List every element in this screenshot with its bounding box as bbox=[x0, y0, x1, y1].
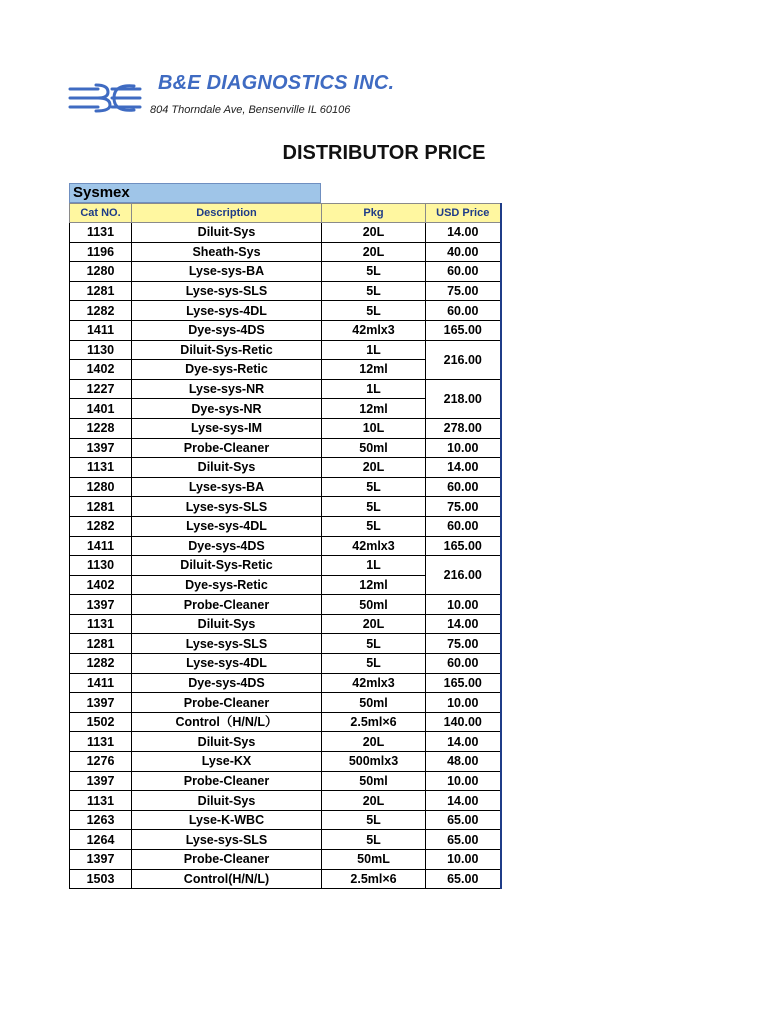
cell-usd-price: 75.00 bbox=[426, 497, 501, 517]
cell-usd-price: 216.00 bbox=[426, 556, 501, 595]
cell-pkg: 42mlx3 bbox=[322, 673, 426, 693]
cell-description: Control（H/N/L） bbox=[132, 712, 322, 732]
cell-description: Dye-sys-4DS bbox=[132, 536, 322, 556]
cell-usd-price: 60.00 bbox=[426, 262, 501, 282]
header-cat-no: Cat NO. bbox=[70, 204, 132, 223]
cell-description: Dye-sys-Retic bbox=[132, 360, 322, 380]
cell-usd-price: 14.00 bbox=[426, 223, 501, 243]
cell-usd-price: 65.00 bbox=[426, 830, 501, 850]
cell-cat-no: 1130 bbox=[70, 340, 132, 360]
cell-description: Lyse-sys-4DL bbox=[132, 301, 322, 321]
cell-cat-no: 1397 bbox=[70, 850, 132, 870]
cell-pkg: 5L bbox=[322, 301, 426, 321]
table-row bbox=[70, 673, 501, 693]
cell-cat-no: 1397 bbox=[70, 438, 132, 458]
cell-pkg: 500mlx3 bbox=[322, 752, 426, 772]
cell-description: Probe-Cleaner bbox=[132, 438, 322, 458]
cell-pkg: 20L bbox=[322, 458, 426, 478]
cell-description: Lyse-K-WBC bbox=[132, 810, 322, 830]
table-row bbox=[70, 536, 501, 556]
cell-description: Lyse-sys-BA bbox=[132, 477, 322, 497]
cell-pkg: 20L bbox=[322, 242, 426, 262]
cell-cat-no: 1397 bbox=[70, 595, 132, 615]
cell-pkg: 10L bbox=[322, 418, 426, 438]
table-row bbox=[70, 458, 501, 478]
cell-cat-no: 1130 bbox=[70, 556, 132, 576]
page-title: DISTRIBUTOR PRICE bbox=[282, 142, 486, 164]
cell-usd-price: 165.00 bbox=[426, 673, 501, 693]
header-usd-price: USD Price bbox=[426, 204, 501, 223]
cell-pkg: 5L bbox=[322, 516, 426, 536]
table-row bbox=[70, 869, 501, 889]
cell-cat-no: 1411 bbox=[70, 536, 132, 556]
cell-cat-no: 1131 bbox=[70, 614, 132, 634]
cell-pkg: 2.5ml×6 bbox=[322, 712, 426, 732]
cell-pkg: 50mL bbox=[322, 850, 426, 870]
cell-usd-price: 60.00 bbox=[426, 516, 501, 536]
header-description: Description bbox=[132, 204, 322, 223]
cell-pkg: 2.5ml×6 bbox=[322, 869, 426, 889]
table-row bbox=[70, 830, 501, 850]
cell-cat-no: 1276 bbox=[70, 752, 132, 772]
cell-description: Lyse-sys-4DL bbox=[132, 654, 322, 674]
cell-usd-price: 140.00 bbox=[426, 712, 501, 732]
cell-cat-no: 1281 bbox=[70, 634, 132, 654]
table-row bbox=[70, 614, 501, 634]
cell-usd-price: 165.00 bbox=[426, 536, 501, 556]
cell-cat-no: 1282 bbox=[70, 654, 132, 674]
cell-cat-no: 1282 bbox=[70, 516, 132, 536]
cell-pkg: 20L bbox=[322, 223, 426, 243]
cell-description: Lyse-sys-SLS bbox=[132, 830, 322, 850]
cell-description: Lyse-sys-SLS bbox=[132, 497, 322, 517]
table-row bbox=[70, 379, 501, 399]
cell-description: Dye-sys-4DS bbox=[132, 673, 322, 693]
cell-description: Lyse-KX bbox=[132, 752, 322, 772]
cell-cat-no: 1281 bbox=[70, 281, 132, 301]
table-row bbox=[70, 693, 501, 713]
cell-cat-no: 1397 bbox=[70, 771, 132, 791]
cell-pkg: 12ml bbox=[322, 575, 426, 595]
cell-usd-price: 14.00 bbox=[426, 458, 501, 478]
table-row bbox=[70, 281, 501, 301]
cell-cat-no: 1411 bbox=[70, 320, 132, 340]
cell-description: Control(H/N/L) bbox=[132, 869, 322, 889]
cell-usd-price: 60.00 bbox=[426, 654, 501, 674]
cell-pkg: 42mlx3 bbox=[322, 536, 426, 556]
cell-description: Probe-Cleaner bbox=[132, 693, 322, 713]
cell-cat-no: 1263 bbox=[70, 810, 132, 830]
be-logo-icon bbox=[68, 80, 142, 116]
cell-usd-price: 10.00 bbox=[426, 595, 501, 615]
cell-pkg: 5L bbox=[322, 830, 426, 850]
table-row bbox=[70, 340, 501, 360]
cell-pkg: 1L bbox=[322, 379, 426, 399]
table-row bbox=[70, 438, 501, 458]
cell-usd-price: 218.00 bbox=[426, 379, 501, 418]
table-row bbox=[70, 850, 501, 870]
cell-cat-no: 1401 bbox=[70, 399, 132, 419]
cell-usd-price: 10.00 bbox=[426, 850, 501, 870]
cell-pkg: 50ml bbox=[322, 438, 426, 458]
company-name: B&E DIAGNOSTICS INC. bbox=[158, 72, 395, 94]
table-row bbox=[70, 791, 501, 811]
cell-description: Diluit-Sys-Retic bbox=[132, 340, 322, 360]
cell-description: Lyse-sys-SLS bbox=[132, 634, 322, 654]
cell-pkg: 5L bbox=[322, 262, 426, 282]
cell-cat-no: 1402 bbox=[70, 575, 132, 595]
cell-pkg: 50ml bbox=[322, 595, 426, 615]
cell-usd-price: 10.00 bbox=[426, 771, 501, 791]
cell-usd-price: 60.00 bbox=[426, 301, 501, 321]
table-row bbox=[70, 556, 501, 576]
cell-cat-no: 1228 bbox=[70, 418, 132, 438]
cell-pkg: 5L bbox=[322, 477, 426, 497]
cell-cat-no: 1280 bbox=[70, 262, 132, 282]
cell-description: Diluit-Sys bbox=[132, 614, 322, 634]
cell-usd-price: 165.00 bbox=[426, 320, 501, 340]
cell-cat-no: 1281 bbox=[70, 497, 132, 517]
cell-pkg: 12ml bbox=[322, 360, 426, 380]
cell-description: Lyse-sys-SLS bbox=[132, 281, 322, 301]
cell-pkg: 20L bbox=[322, 791, 426, 811]
cell-cat-no: 1131 bbox=[70, 791, 132, 811]
table-row bbox=[70, 516, 501, 536]
cell-usd-price: 75.00 bbox=[426, 634, 501, 654]
cell-description: Probe-Cleaner bbox=[132, 850, 322, 870]
table-header-row bbox=[70, 204, 501, 223]
price-table bbox=[69, 203, 502, 889]
table-row bbox=[70, 810, 501, 830]
cell-pkg: 12ml bbox=[322, 399, 426, 419]
cell-cat-no: 1264 bbox=[70, 830, 132, 850]
cell-cat-no: 1503 bbox=[70, 869, 132, 889]
cell-description: Diluit-Sys-Retic bbox=[132, 556, 322, 576]
cell-cat-no: 1411 bbox=[70, 673, 132, 693]
table-row bbox=[70, 634, 501, 654]
cell-description: Lyse-sys-NR bbox=[132, 379, 322, 399]
cell-pkg: 1L bbox=[322, 556, 426, 576]
cell-usd-price: 278.00 bbox=[426, 418, 501, 438]
brand-header: Sysmex bbox=[69, 183, 321, 203]
cell-pkg: 50ml bbox=[322, 771, 426, 791]
cell-description: Lyse-sys-4DL bbox=[132, 516, 322, 536]
table-row bbox=[70, 242, 501, 262]
cell-cat-no: 1131 bbox=[70, 223, 132, 243]
table-row bbox=[70, 320, 501, 340]
company-address: 804 Thorndale Ave, Bensenville IL 60106 bbox=[150, 104, 351, 116]
cell-usd-price: 60.00 bbox=[426, 477, 501, 497]
cell-description: Lyse-sys-BA bbox=[132, 262, 322, 282]
cell-usd-price: 14.00 bbox=[426, 791, 501, 811]
cell-usd-price: 216.00 bbox=[426, 340, 501, 379]
cell-description: Probe-Cleaner bbox=[132, 595, 322, 615]
cell-cat-no: 1196 bbox=[70, 242, 132, 262]
cell-description: Dye-sys-4DS bbox=[132, 320, 322, 340]
cell-pkg: 5L bbox=[322, 634, 426, 654]
table-row bbox=[70, 712, 501, 732]
cell-description: Lyse-sys-IM bbox=[132, 418, 322, 438]
cell-pkg: 5L bbox=[322, 810, 426, 830]
cell-description: Sheath-Sys bbox=[132, 242, 322, 262]
cell-usd-price: 10.00 bbox=[426, 693, 501, 713]
cell-usd-price: 40.00 bbox=[426, 242, 501, 262]
cell-description: Probe-Cleaner bbox=[132, 771, 322, 791]
cell-description: Diluit-Sys bbox=[132, 458, 322, 478]
cell-usd-price: 65.00 bbox=[426, 869, 501, 889]
table-row bbox=[70, 301, 501, 321]
cell-cat-no: 1131 bbox=[70, 458, 132, 478]
cell-description: Diluit-Sys bbox=[132, 732, 322, 752]
cell-pkg: 5L bbox=[322, 654, 426, 674]
table-row bbox=[70, 595, 501, 615]
cell-description: Dye-sys-Retic bbox=[132, 575, 322, 595]
table-row bbox=[70, 752, 501, 772]
cell-description: Diluit-Sys bbox=[132, 223, 322, 243]
table-row bbox=[70, 732, 501, 752]
cell-cat-no: 1280 bbox=[70, 477, 132, 497]
table-row bbox=[70, 771, 501, 791]
table-row bbox=[70, 223, 501, 243]
cell-pkg: 5L bbox=[322, 497, 426, 517]
cell-cat-no: 1131 bbox=[70, 732, 132, 752]
table-row bbox=[70, 497, 501, 517]
cell-pkg: 42mlx3 bbox=[322, 320, 426, 340]
cell-cat-no: 1282 bbox=[70, 301, 132, 321]
cell-usd-price: 65.00 bbox=[426, 810, 501, 830]
cell-cat-no: 1502 bbox=[70, 712, 132, 732]
cell-usd-price: 48.00 bbox=[426, 752, 501, 772]
table-row bbox=[70, 418, 501, 438]
table-body bbox=[70, 223, 501, 889]
cell-cat-no: 1227 bbox=[70, 379, 132, 399]
cell-pkg: 1L bbox=[322, 340, 426, 360]
cell-usd-price: 75.00 bbox=[426, 281, 501, 301]
table-row bbox=[70, 654, 501, 674]
cell-usd-price: 14.00 bbox=[426, 732, 501, 752]
header-pkg: Pkg bbox=[322, 204, 426, 223]
cell-pkg: 50ml bbox=[322, 693, 426, 713]
cell-cat-no: 1397 bbox=[70, 693, 132, 713]
cell-usd-price: 10.00 bbox=[426, 438, 501, 458]
cell-description: Diluit-Sys bbox=[132, 791, 322, 811]
cell-pkg: 20L bbox=[322, 614, 426, 634]
cell-pkg: 20L bbox=[322, 732, 426, 752]
cell-description: Dye-sys-NR bbox=[132, 399, 322, 419]
table-row bbox=[70, 477, 501, 497]
cell-usd-price: 14.00 bbox=[426, 614, 501, 634]
table-row bbox=[70, 262, 501, 282]
cell-pkg: 5L bbox=[322, 281, 426, 301]
cell-cat-no: 1402 bbox=[70, 360, 132, 380]
